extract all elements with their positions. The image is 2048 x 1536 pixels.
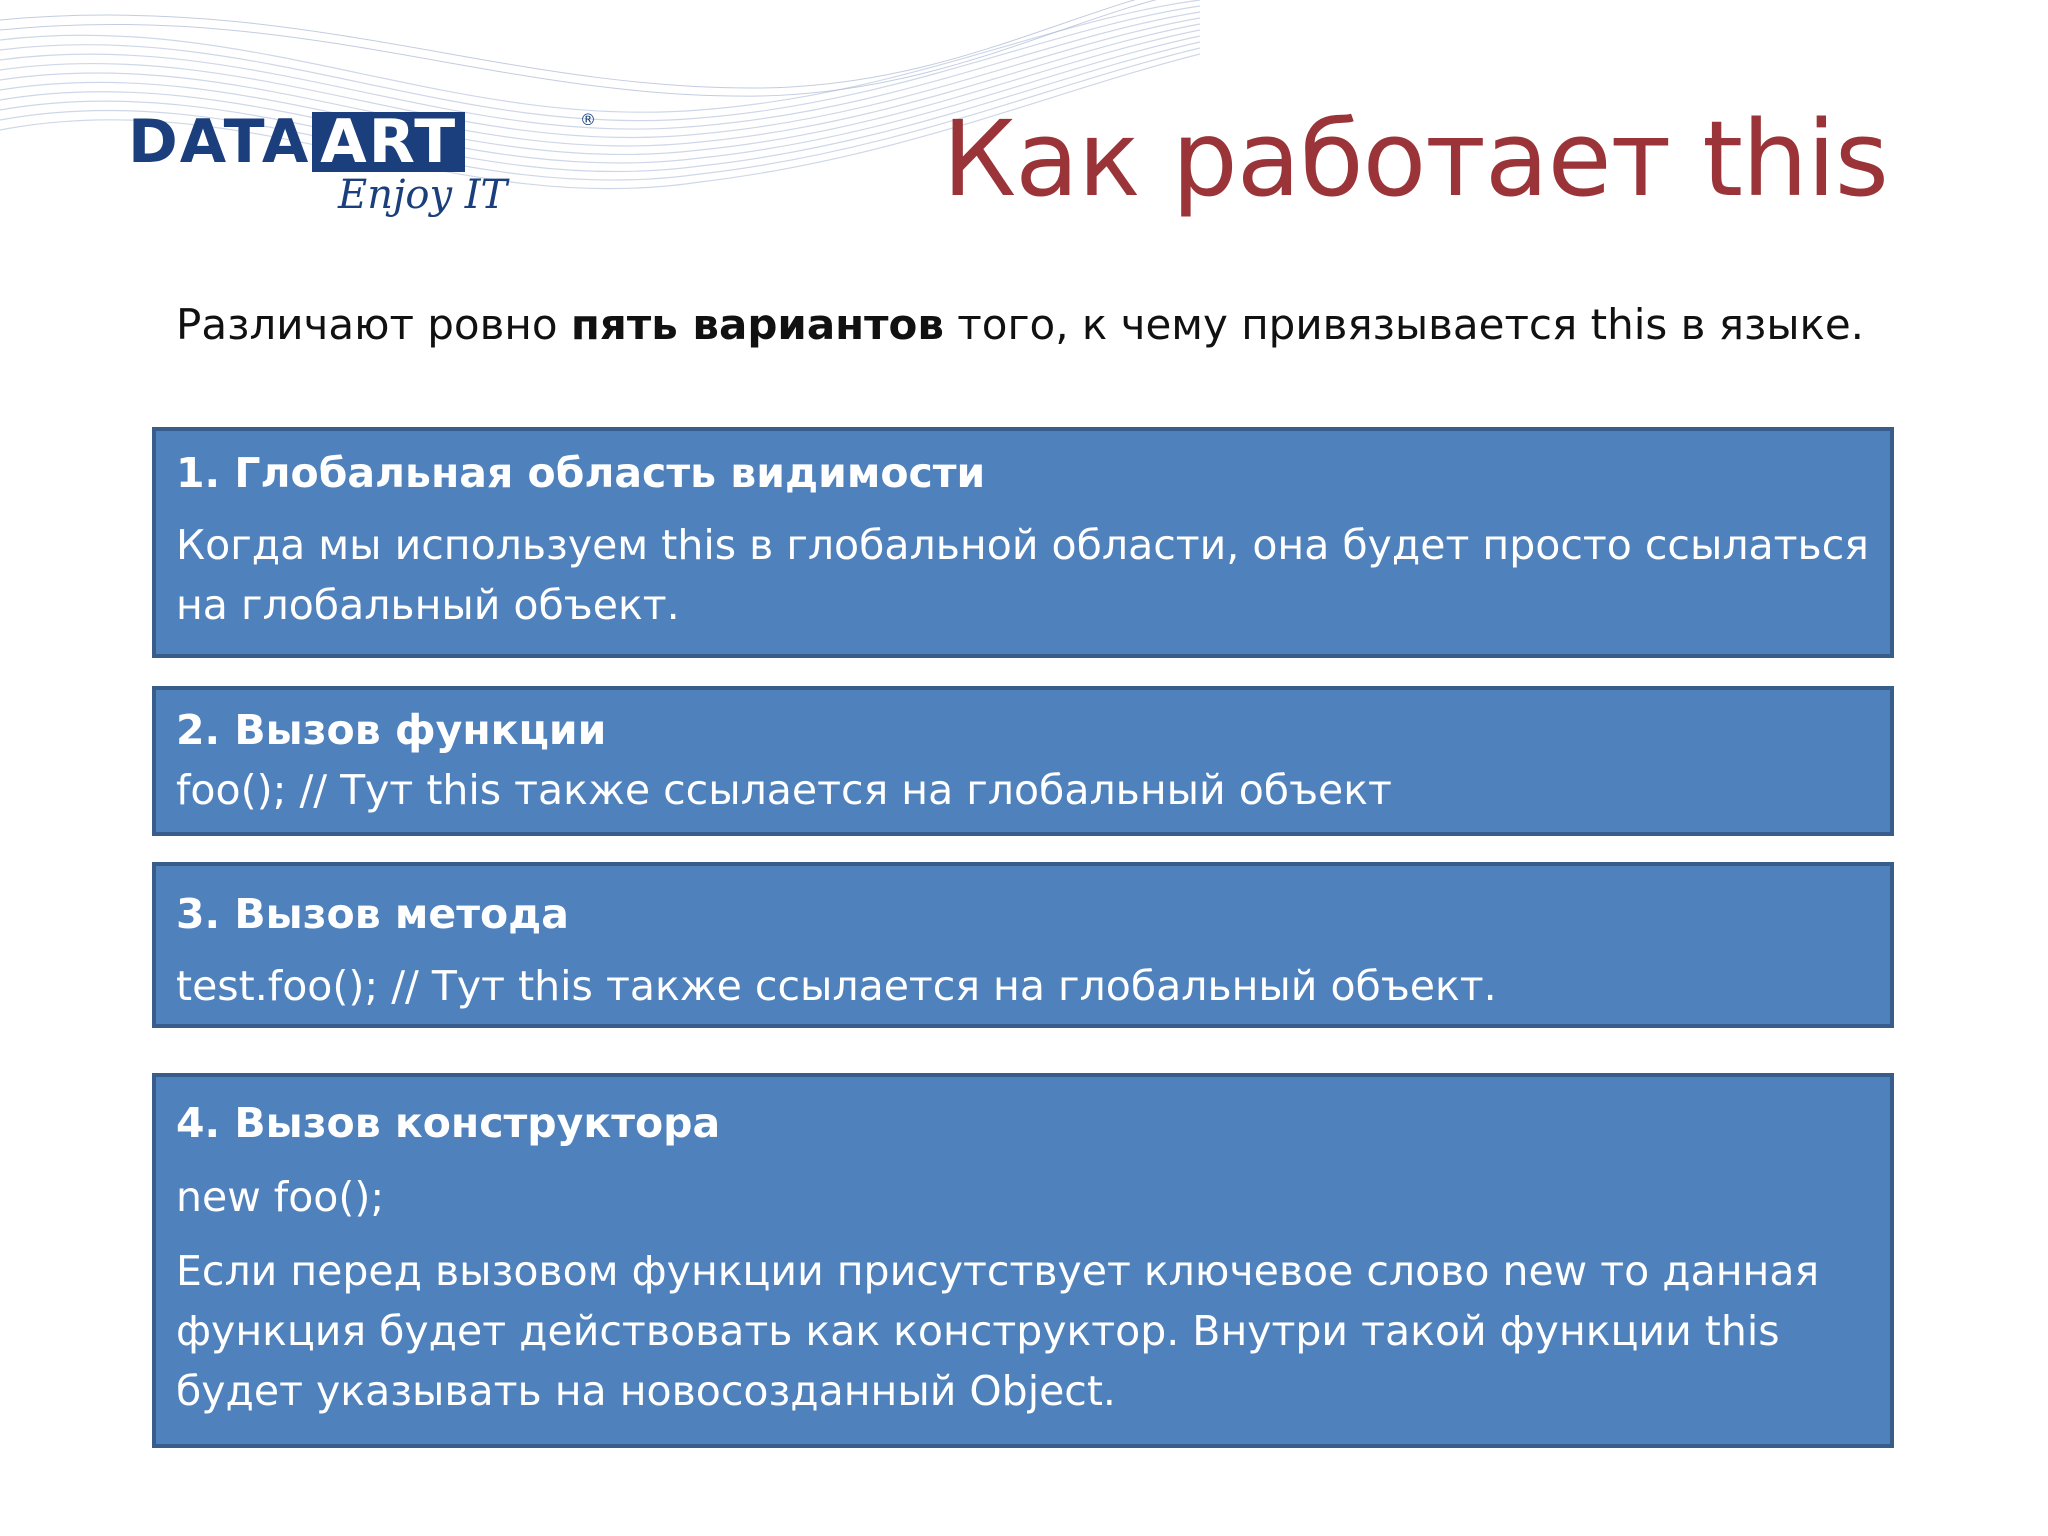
variant-code-example: test.foo(); // Тут this также ссылается на глобальный объект. [176, 962, 1497, 1010]
variant-heading: 4. Вызов конструктора [176, 1099, 721, 1147]
variant-heading: 3. Вызов метода [176, 890, 569, 938]
variant-code-example: foo(); // Тут this также ссылается на глобальный объект [176, 766, 1392, 814]
intro-emphasis: пять вариантов [570, 300, 944, 349]
intro-prefix: Различают ровно [176, 300, 571, 349]
variant-heading: 1. Глобальная область видимости [176, 449, 986, 497]
variant-description: Если перед вызовом функции присутствует ключевое слово new то данная функция будет действовать как конструктор. Внутри такой функции this будет указывать на новосозданный Object. [176, 1247, 1820, 1415]
variant-code-example: new foo(); [176, 1173, 385, 1221]
intro-text [176, 300, 1864, 349]
logo-tagline: Enjoy IT [338, 172, 508, 218]
logo-wordmark [128, 106, 465, 178]
variant-box-function-call [152, 686, 1894, 836]
page-title: Как работает this [942, 98, 1888, 220]
variant-box-constructor-call [152, 1073, 1894, 1448]
variant-box-method-call [152, 862, 1894, 1028]
variant-description: Когда мы используем this в глобальной области, она будет просто ссылаться на глобальный объект. [176, 521, 1869, 629]
registered-mark: ® [580, 110, 596, 129]
variant-heading: 2. Вызов функции [176, 706, 607, 754]
intro-suffix: того, к чему привязывается this в языке. [943, 300, 1865, 349]
variant-box-global-scope [152, 427, 1894, 658]
dataart-logo [128, 106, 608, 236]
logo-word-art: ART [312, 112, 465, 172]
logo-word-data: DATA [128, 107, 311, 177]
